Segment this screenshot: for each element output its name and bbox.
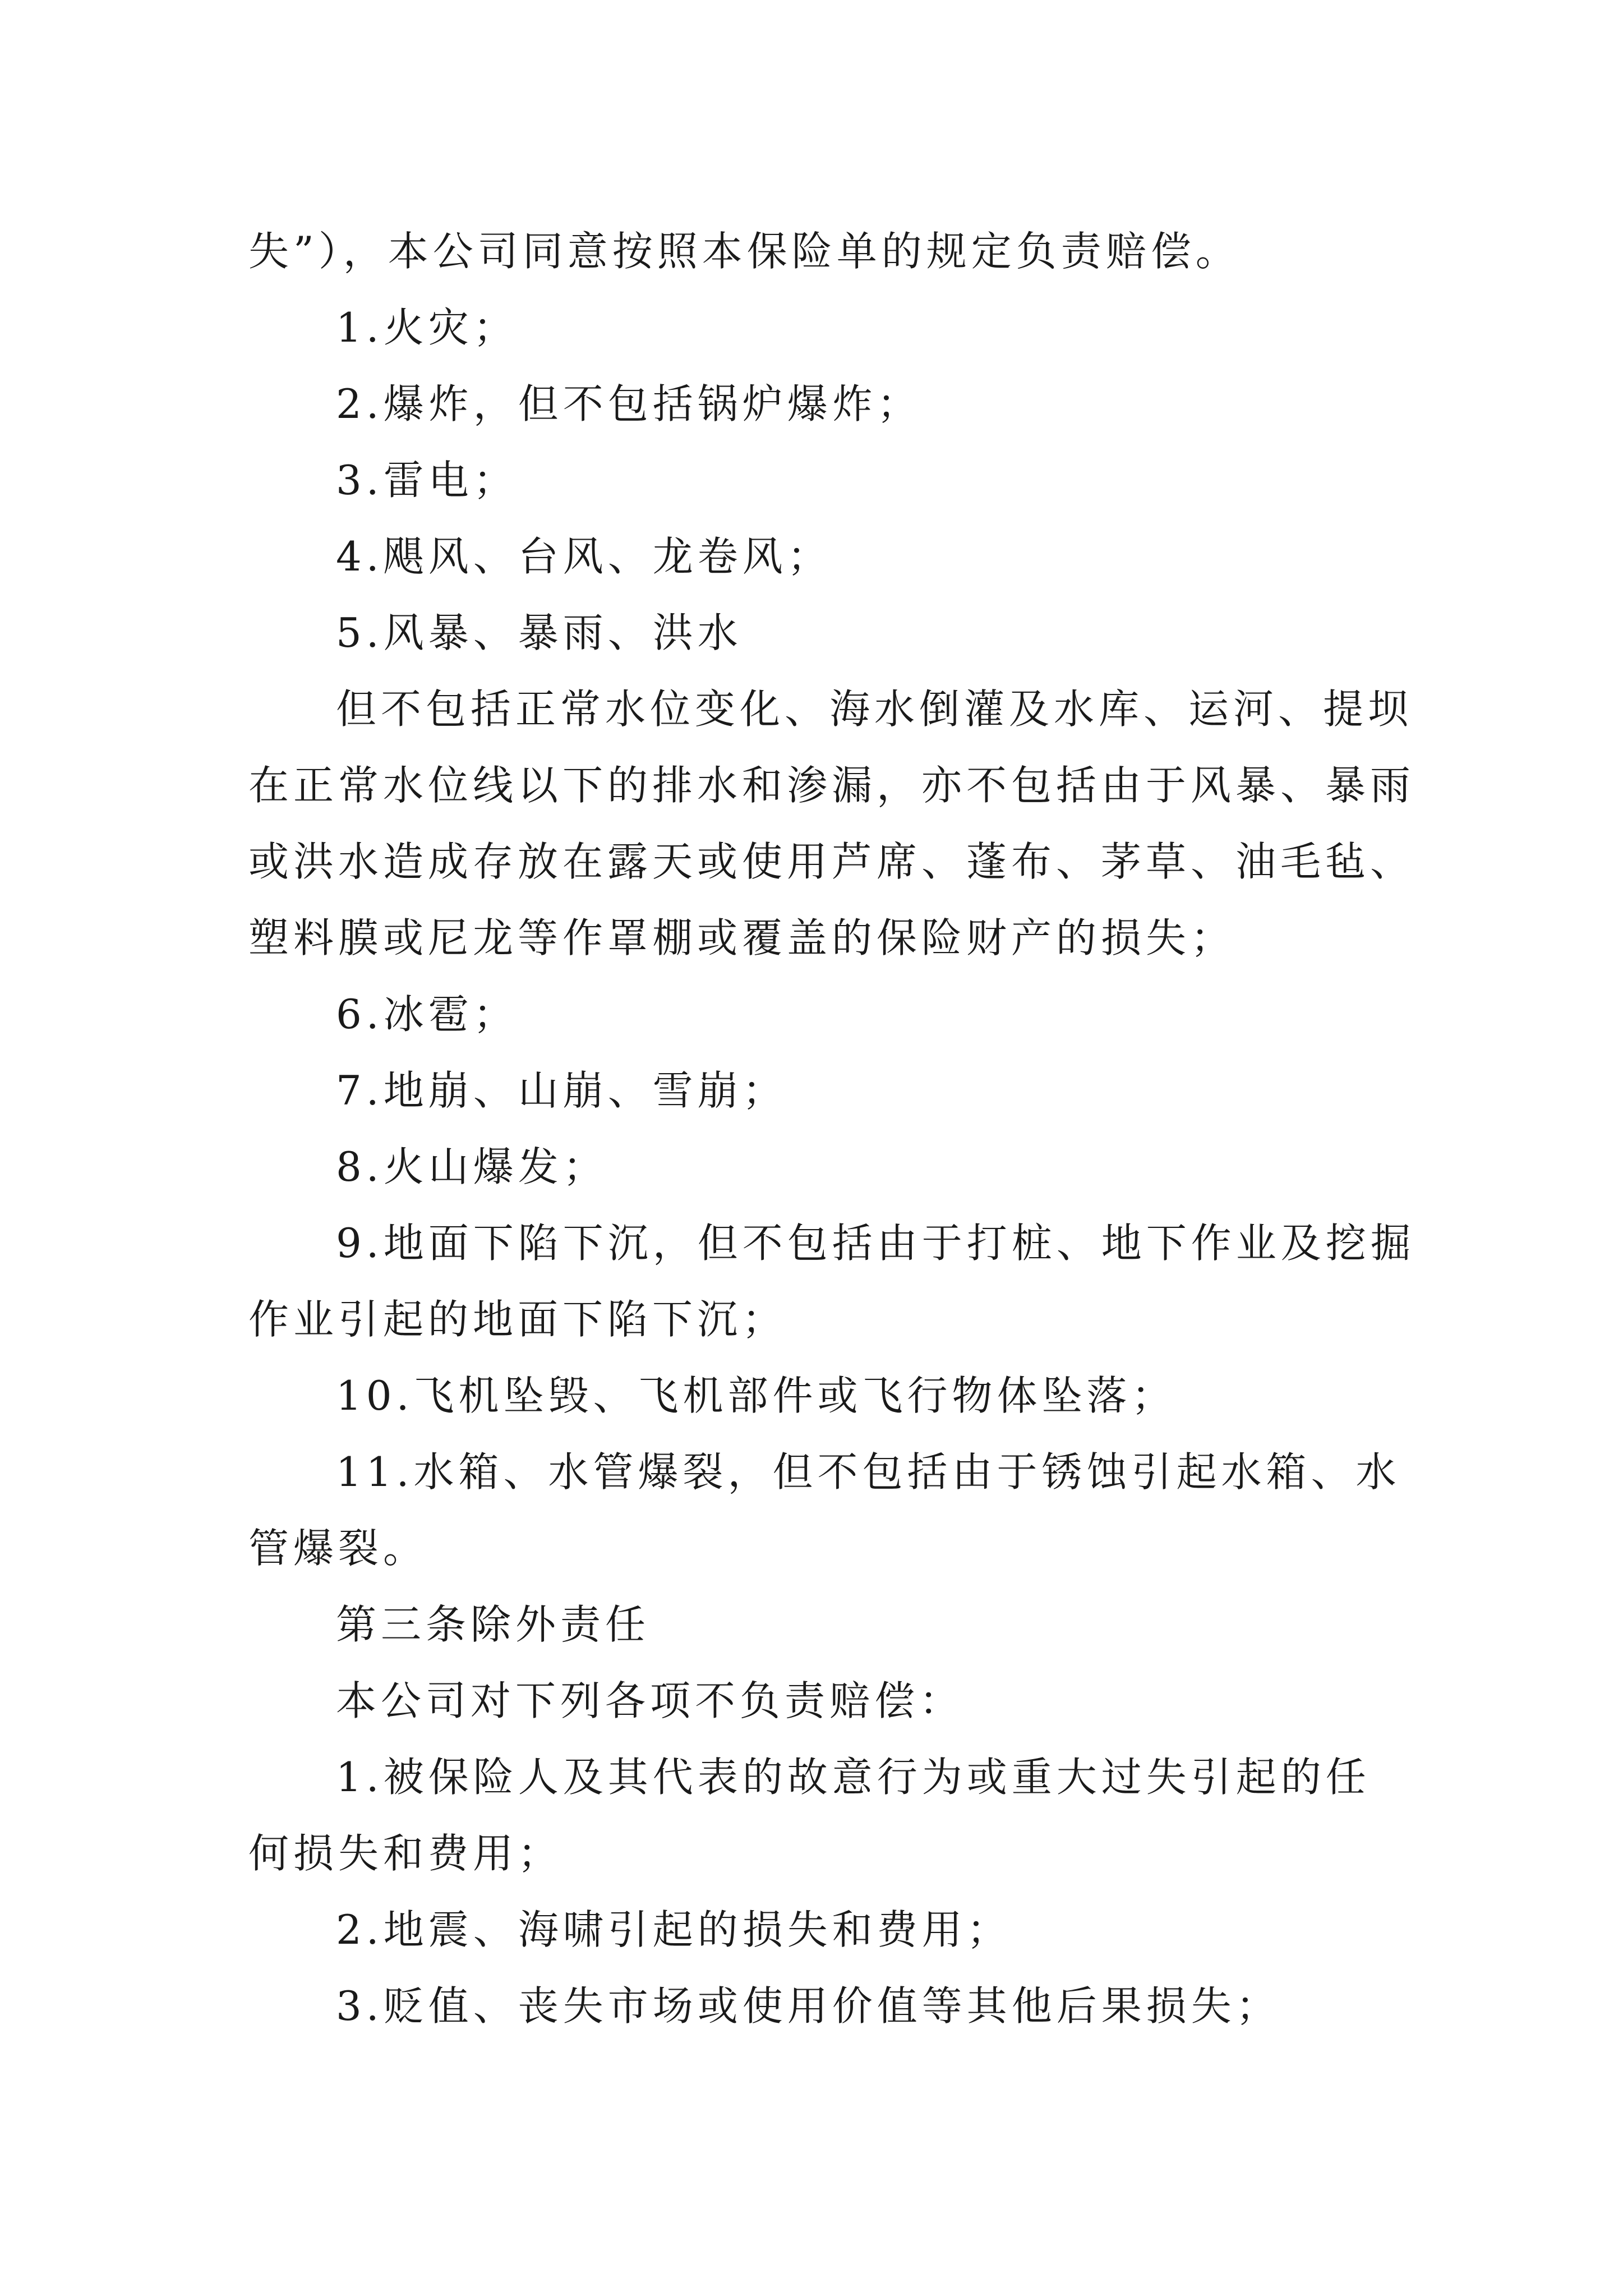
list-item-lightning: 3.雷电； — [336, 457, 518, 504]
text-line: 塑料膜或尼龙等作罩棚或覆盖的保险财产的损失； — [248, 914, 1236, 961]
list-item-aircraft: 10.飞机坠毁、飞机部件或飞行物体坠落； — [336, 1372, 1177, 1419]
text-line: 本公司对下列各项不负责赔偿： — [336, 1677, 965, 1724]
section-heading: 第三条除外责任 — [336, 1601, 651, 1648]
text-line: 作业引起的地面下陷下沉； — [248, 1296, 787, 1343]
list-item-water-pipe: 11.水箱、水管爆裂，但不包括由于锈蚀引起水箱、水 — [336, 1448, 1401, 1496]
list-item-fire: 1.火灾； — [336, 304, 518, 351]
text-line: 或洪水造成存放在露天或使用芦席、蓬布、茅草、油毛毡、 — [248, 838, 1415, 885]
text-line: 失”），本公司同意按照本保险单的规定负责赔偿。 — [248, 228, 1241, 275]
exclusion-item-depreciation: 3.贬值、丧失市场或使用价值等其他后果损失； — [336, 1982, 1281, 2030]
exclusion-item-intentional: 1.被保险人及其代表的故意行为或重大过失引起的任 — [336, 1754, 1371, 1801]
list-item-hurricane: 4.飓风、台风、龙卷风； — [336, 533, 832, 580]
list-item-explosion: 2.爆炸，但不包括锅炉爆炸； — [336, 380, 922, 427]
list-item-volcano: 8.火山爆发； — [336, 1143, 608, 1190]
exclusion-item-earthquake: 2.地震、海啸引起的损失和费用； — [336, 1906, 1012, 1953]
list-item-landslide: 7.地崩、山崩、雪崩； — [336, 1067, 787, 1114]
list-item-subsidence: 9.地面下陷下沉，但不包括由于打桩、地下作业及挖掘 — [336, 1220, 1415, 1267]
text-line: 在正常水位线以下的排水和渗漏，亦不包括由于风暴、暴雨 — [248, 762, 1415, 809]
document-body — [248, 213, 1415, 2044]
text-line: 何损失和费用； — [248, 1830, 563, 1877]
list-item-storm-flood: 5.风暴、暴雨、洪水 — [336, 609, 743, 656]
text-line: 管爆裂。 — [248, 1525, 428, 1572]
list-item-hail: 6.冰雹； — [336, 991, 518, 1038]
text-line: 但不包括正常水位变化、海水倒灌及水库、运河、提坝 — [336, 685, 1413, 733]
